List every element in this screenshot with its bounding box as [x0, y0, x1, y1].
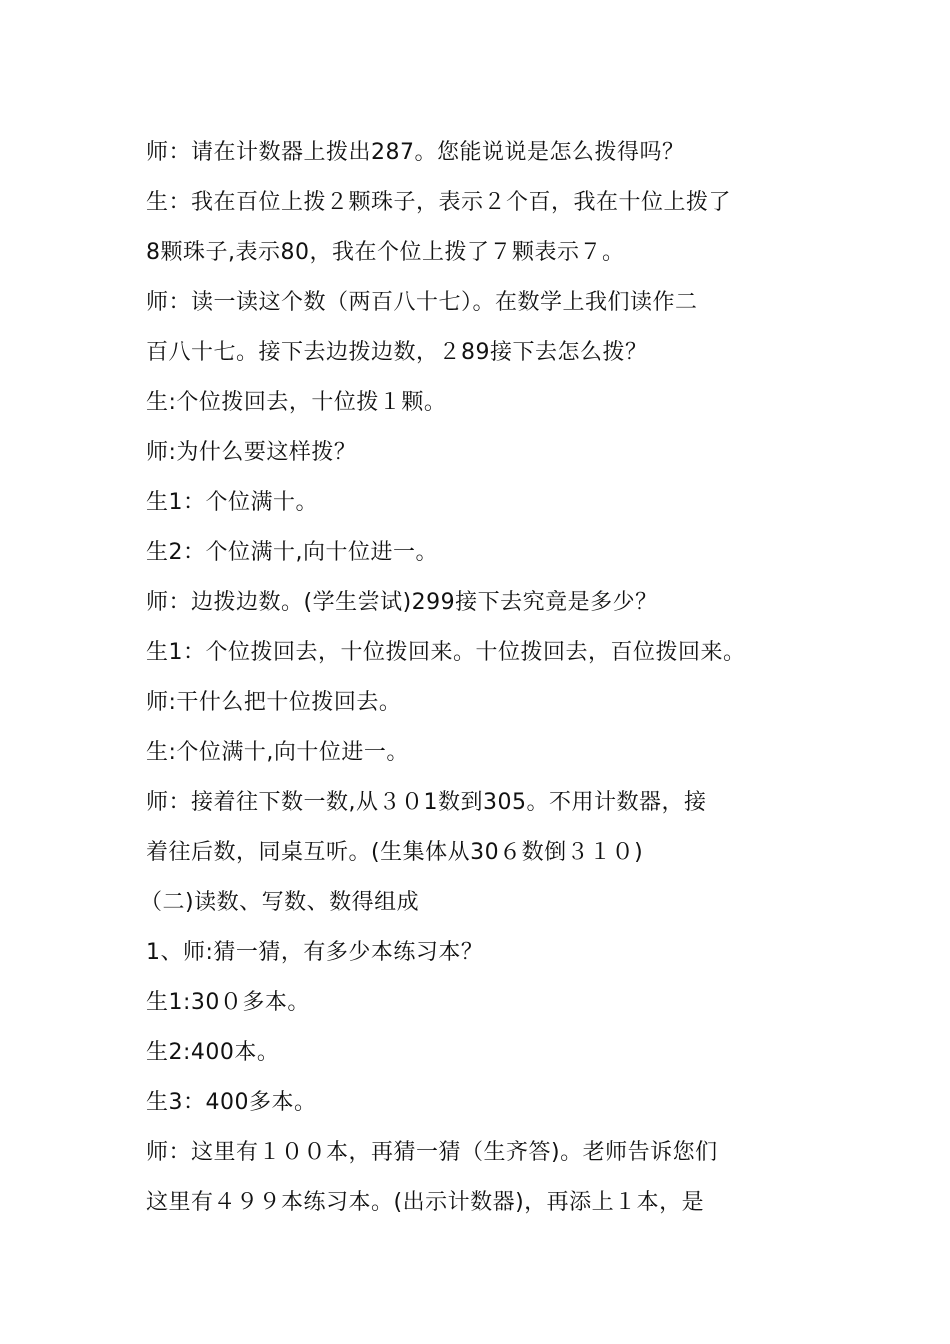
text-line: 1、师:猜一猜，有多少本练习本？ — [146, 940, 484, 965]
text-line: 生1：个位拨回去，十位拨回来。十位拨回去，百位拨回来。 — [146, 640, 746, 665]
text-line: 8颗珠子,表示80，我在个位上拨了７颗表示７。 — [146, 240, 625, 265]
text-line: 生1：个位满十。 — [146, 490, 318, 515]
text-line: 生2：个位满十,向十位进一。 — [146, 540, 438, 565]
section-heading: （二)读数、写数、数得组成 — [140, 890, 420, 915]
text-line: 生2:400本。 — [146, 1040, 280, 1065]
text-line: 师:干什么把十位拨回去。 — [146, 690, 402, 715]
text-line: 这里有４９９本练习本。(出示计数器)，再添上１本，是 — [146, 1190, 705, 1215]
text-line: 百八十七。接下去边拨边数，２89接下去怎么拨？ — [146, 340, 648, 365]
text-line: 师：这里有１００本，再猜一猜（生齐答)。老师告诉您们 — [146, 1140, 718, 1165]
text-line: 师：边拨边数。(学生尝试)299接下去究竟是多少？ — [146, 590, 658, 615]
text-line: 师:为什么要这样拨？ — [146, 440, 357, 465]
text-line: 生：我在百位上拨２颗珠子，表示２个百，我在十位上拨了 — [146, 190, 732, 215]
text-line: 生:个位满十,向十位进一。 — [146, 740, 409, 765]
text-line: 师：读一读这个数（两百八十七）。在数学上我们读作二 — [146, 290, 698, 315]
text-line: 生1:30０多本。 — [146, 990, 310, 1015]
text-line: 师：接着往下数一数,从３０1数到305。不用计数器，接 — [146, 790, 707, 815]
document-body — [140, 128, 836, 1228]
text-line: 着往后数，同桌互听。(生集体从30６数倒３１０) — [146, 840, 644, 865]
text-line: 师：请在计数器上拨出287。您能说说是怎么拨得吗？ — [146, 140, 685, 165]
text-line: 生:个位拨回去，十位拨１颗。 — [146, 390, 447, 415]
text-line: 生3：400多本。 — [146, 1090, 317, 1115]
